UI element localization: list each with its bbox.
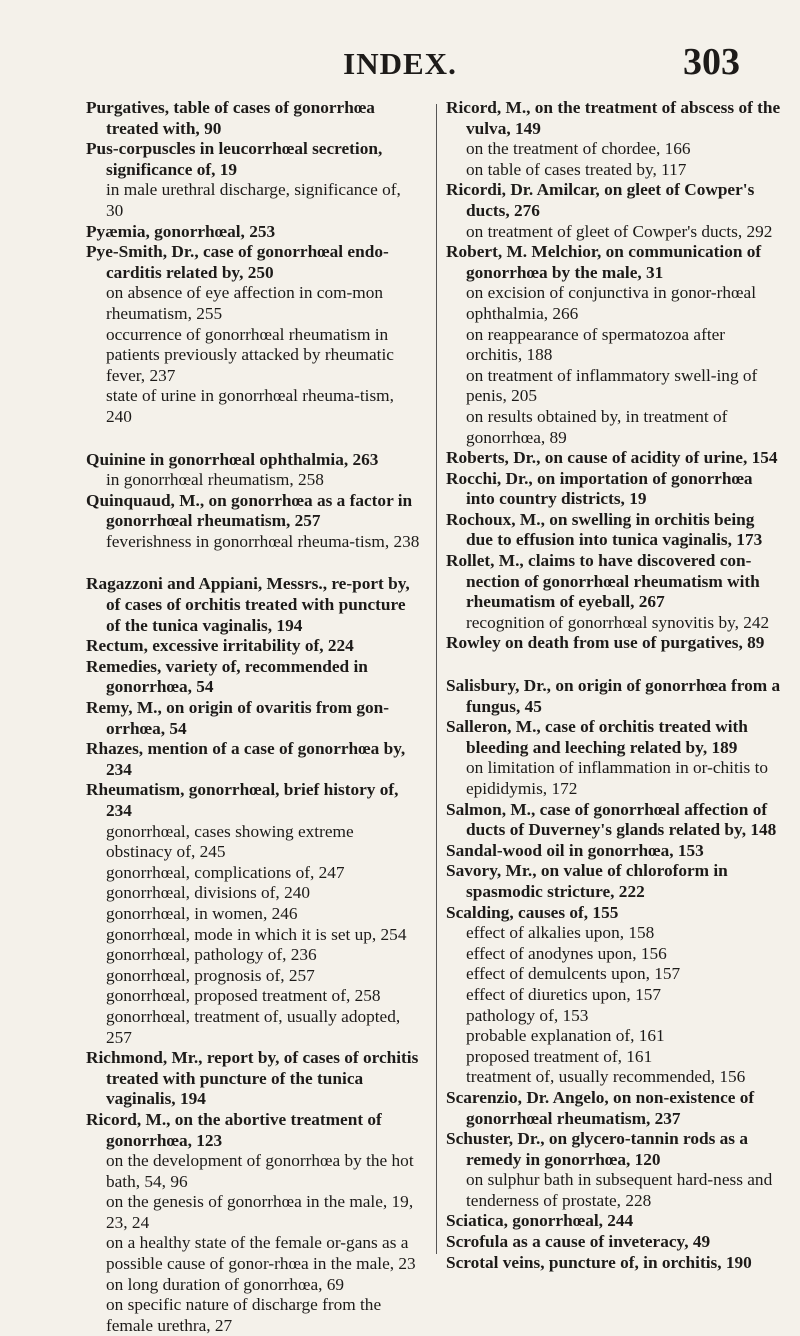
- index-subentry: gonorrhœal, complications of, 247: [106, 862, 345, 882]
- index-subentry: effect of demulcents upon, 157: [466, 964, 681, 984]
- index-subentry: gonorrhœal, treatment of, usually adopted, 257: [106, 1006, 401, 1047]
- index-entry: Sandal-wood oil in gonorrhœa, 153: [446, 840, 704, 860]
- index-subentry: state of urine in gonorrhœal rheuma-tism, 240: [106, 386, 394, 426]
- index-entry: Sciatica, gonorrhœal, 244: [446, 1211, 634, 1231]
- index-entry: Roberts, Dr., on cause of acidity of urine, 154: [446, 448, 778, 468]
- index-column-right: [446, 98, 781, 1273]
- index-subentry: in gonorrhœal rheumatism, 258: [106, 470, 324, 490]
- page-header: [0, 40, 800, 88]
- index-subentry: on the genesis of gonorrhœa in the male, 19, 23, 24: [106, 1192, 414, 1232]
- index-subentry: on a healthy state of the female or-gans as a possible cause of gonor-rhœa in the male, 23: [106, 1233, 416, 1274]
- index-entry: Remedies, variety of, recommended in gonorrhœa, 54: [86, 656, 368, 697]
- index-subentry: pathology of, 153: [466, 1005, 589, 1025]
- index-entry: Salisbury, Dr., on origin of gonorrhœa from a fungus, 45: [446, 676, 781, 716]
- index-entry: Salleron, M., case of orchitis treated with bleeding and leeching related by, 189: [446, 717, 748, 757]
- index-subentry: on excision of conjunctiva in gonor-rhœal ophthalmia, 266: [466, 283, 757, 323]
- index-subentry: on the development of gonorrhœa by the hot bath, 54, 96: [106, 1151, 414, 1191]
- index-entry: Scrotal veins, puncture of, in orchitis, 190: [446, 1252, 752, 1272]
- index-entry: Quinine in gonorrhœal ophthalmia, 263: [86, 449, 379, 469]
- index-entry: Rochoux, M., on swelling in orchitis being due to effusion into tunica vaginalis, 173: [446, 509, 763, 550]
- page-title: INDEX.: [343, 46, 457, 81]
- index-entry: Salmon, M., case of gonorrhœal affection of ducts of Duverney's glands related by, 148: [446, 799, 777, 840]
- column-divider: [436, 104, 437, 1254]
- index-subentry: on absence of eye affection in com-mon rheumatism, 255: [106, 283, 384, 323]
- index-subentry: gonorrhœal, divisions of, 240: [106, 883, 310, 903]
- index-entry: Rowley on death from use of purgatives, 89: [446, 633, 765, 653]
- index-subentry: on limitation of inflammation in or-chitis to epididymis, 172: [466, 758, 769, 798]
- index-entry: Rollet, M., claims to have discovered con-nection of gonorrhœal rheumatism with rheumatism of eyeball, 267: [446, 551, 760, 612]
- index-subentry: probable explanation of, 161: [466, 1026, 665, 1046]
- index-entry: Ricord, M., on the abortive treatment of gonorrhœa, 123: [86, 1109, 382, 1150]
- index-entry: Pye-Smith, Dr., case of gonorrhœal endo-carditis related by, 250: [86, 242, 389, 282]
- index-subentry: on reappearance of spermatozoa after orchitis, 188: [466, 324, 726, 365]
- index-entry: Quinquaud, M., on gonorrhœa as a factor in gonorrhœal rheumatism, 257: [86, 490, 413, 531]
- index-entry: Pus-corpuscles in leucorrhœal secretion, significance of, 19: [86, 139, 383, 179]
- index-subentry: gonorrhœal, prognosis of, 257: [106, 965, 315, 985]
- page-number: 303: [683, 41, 740, 83]
- index-entry: Rectum, excessive irritability of, 224: [86, 636, 354, 656]
- index-subentry: feverishness in gonorrhœal rheuma-tism, 238: [106, 531, 420, 551]
- index-subentry: on treatment of inflammatory swell-ing of penis, 205: [466, 365, 758, 406]
- index-subentry: on long duration of gonorrhœa, 69: [106, 1274, 345, 1294]
- index-subentry: gonorrhœal, pathology of, 236: [106, 945, 317, 965]
- index-entry: Savory, Mr., on value of chloroform in spasmodic stricture, 222: [446, 861, 728, 901]
- index-subentry: effect of alkalies upon, 158: [466, 923, 655, 943]
- index-entry: Richmond, Mr., report by, of cases of orchitis treated with puncture of the tunica vaginalis, 194: [86, 1048, 419, 1109]
- index-subentry: gonorrhœal, mode in which it is set up, 254: [106, 924, 407, 944]
- index-subentry: on sulphur bath in subsequent hard-ness and tenderness of prostate, 228: [466, 1170, 773, 1210]
- index-subentry: gonorrhœal, cases showing extreme obstinacy of, 245: [106, 821, 354, 862]
- index-subentry: recognition of gonorrhœal synovitis by, 242: [466, 612, 770, 632]
- index-entry: Ricordi, Dr. Amilcar, on gleet of Cowper's ducts, 276: [446, 180, 755, 220]
- index-entry: Ragazzoni and Appiani, Messrs., re-port by, of cases of orchitis treated with puncture of the tunica vaginalis, 194: [86, 574, 410, 635]
- index-entry: Robert, M. Melchior, on communication of gonorrhœa by the male, 31: [446, 242, 762, 282]
- index-subentry: on specific nature of discharge from the female urethra, 27: [106, 1295, 382, 1335]
- index-entry: Rheumatism, gonorrhœal, brief history of, 234: [86, 780, 399, 820]
- index-subentry: on results obtained by, in treatment of gonorrhœa, 89: [466, 406, 728, 447]
- index-entry: Pyæmia, gonorrhœal, 253: [86, 221, 276, 241]
- index-column-left: [86, 98, 421, 1336]
- index-subentry: proposed treatment of, 161: [466, 1046, 653, 1066]
- index-subentry: treatment of, usually recommended, 156: [466, 1067, 746, 1087]
- index-subentry: occurrence of gonorrhœal rheumatism in patients previously attacked by rheumatic fever, 237: [106, 324, 394, 385]
- section-gap: [446, 654, 781, 676]
- section-gap: [86, 552, 421, 574]
- index-subentry: effect of anodynes upon, 156: [466, 943, 667, 963]
- index-subentry: gonorrhœal, proposed treatment of, 258: [106, 986, 381, 1006]
- index-entry: Rocchi, Dr., on importation of gonorrhœa into country districts, 19: [446, 468, 753, 509]
- section-gap: [86, 428, 421, 450]
- index-subentry: on the treatment of chordee, 166: [466, 139, 691, 159]
- index-subentry: effect of diuretics upon, 157: [466, 984, 661, 1004]
- index-entry: Scarenzio, Dr. Angelo, on non-existence of gonorrhœal rheumatism, 237: [446, 1087, 755, 1128]
- index-subentry: on table of cases treated by, 117: [466, 159, 687, 179]
- index-entry: Schuster, Dr., on glycero-tannin rods as a remedy in gonorrhœa, 120: [446, 1129, 748, 1169]
- index-entry: Purgatives, table of cases of gonorrhœa treated with, 90: [86, 98, 375, 138]
- index-subentry: on treatment of gleet of Cowper's ducts, 292: [466, 221, 773, 241]
- index-entry: Scalding, causes of, 155: [446, 902, 619, 922]
- index-entry: Rhazes, mention of a case of gonorrhœa by, 234: [86, 739, 406, 779]
- index-subentry: gonorrhœal, in women, 246: [106, 903, 298, 923]
- index-subentry: in male urethral discharge, significance of, 30: [106, 180, 401, 220]
- index-entry: Remy, M., on origin of ovaritis from gon-orrhœa, 54: [86, 698, 390, 738]
- index-entry: Ricord, M., on the treatment of abscess of the vulva, 149: [446, 98, 781, 138]
- index-entry: Scrofula as a cause of inveteracy, 49: [446, 1232, 711, 1252]
